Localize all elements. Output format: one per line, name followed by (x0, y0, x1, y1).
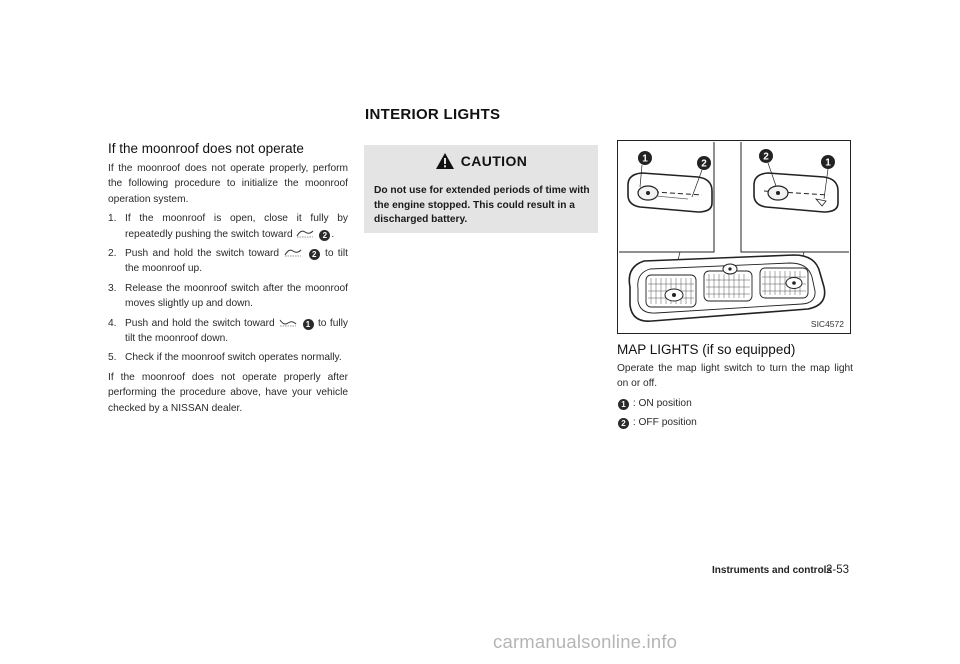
moonroof-closing: If the moonroof does not operate properly after performing the procedure above, have your vehicle checked by a NISSAN dealer. (108, 371, 348, 414)
on-switch-detail (754, 173, 838, 212)
footer-section-name: Instruments and controls (712, 565, 833, 576)
marker-1-icon: 1 (618, 399, 629, 410)
marker-2-icon: 2 (309, 249, 320, 260)
section-title: INTERIOR LIGHTS (365, 106, 501, 123)
step-3: 3. Release the moonroof switch after the moonroof moves slightly up and down. (108, 282, 348, 310)
off-position-row (617, 415, 853, 430)
switch-tilt-icon (284, 247, 302, 257)
map-lights-section (617, 341, 853, 431)
marker-1-icon: 1 (303, 319, 314, 330)
step-5: 5. Check if the moonroof switch operates normally. (108, 352, 342, 364)
page-number: 2-53 (826, 564, 850, 576)
svg-text:2: 2 (763, 151, 769, 163)
moonroof-section (108, 140, 348, 416)
on-position-row (617, 396, 853, 411)
svg-text:2: 2 (701, 158, 707, 170)
svg-text:1: 1 (825, 157, 831, 169)
step-2: 2. Push and hold the switch toward 2 to tilt the moonroof up. (108, 248, 348, 275)
svg-text:1: 1 (642, 153, 648, 165)
on-position-label: : ON position (632, 397, 692, 409)
marker-2-icon: 2 (319, 230, 330, 241)
switch-tilt-icon (296, 228, 314, 238)
map-lights-heading: MAP LIGHTS (if so equipped) (617, 342, 796, 357)
map-light-illustration (618, 141, 850, 333)
marker-2-icon: 2 (618, 418, 629, 429)
caution-text: Do not use for extended periods of time with the engine stopped. This could result in a discharged battery. (374, 185, 590, 225)
watermark: carmanualsonline.info (493, 631, 678, 652)
moonroof-heading: If the moonroof does not operate (108, 141, 304, 156)
off-position-label: : OFF position (632, 417, 697, 429)
switch-slide-icon (279, 317, 297, 327)
moonroof-steps (108, 211, 348, 366)
moonroof-intro: If the moonroof does not operate properly, perform the following procedure to initialize the moonroof operation system. (108, 163, 348, 205)
map-lights-text: Operate the map light switch to turn the map light on or off. (617, 363, 853, 390)
figure-code: SIC4572 (810, 319, 844, 329)
map-light-unit (629, 255, 824, 321)
caution-title: CAUTION (460, 153, 528, 169)
caution-header (364, 145, 598, 177)
step-1: 1. If the moonroof is open, close it fully by repeatedly pushing the switch toward 2 . (108, 213, 348, 240)
warning-triangle-icon (435, 152, 455, 170)
caution-box (364, 145, 598, 233)
step-4: 4. Push and hold the switch toward 1 to fully tilt the moonroof down. (108, 317, 348, 345)
map-light-figure (617, 140, 851, 334)
